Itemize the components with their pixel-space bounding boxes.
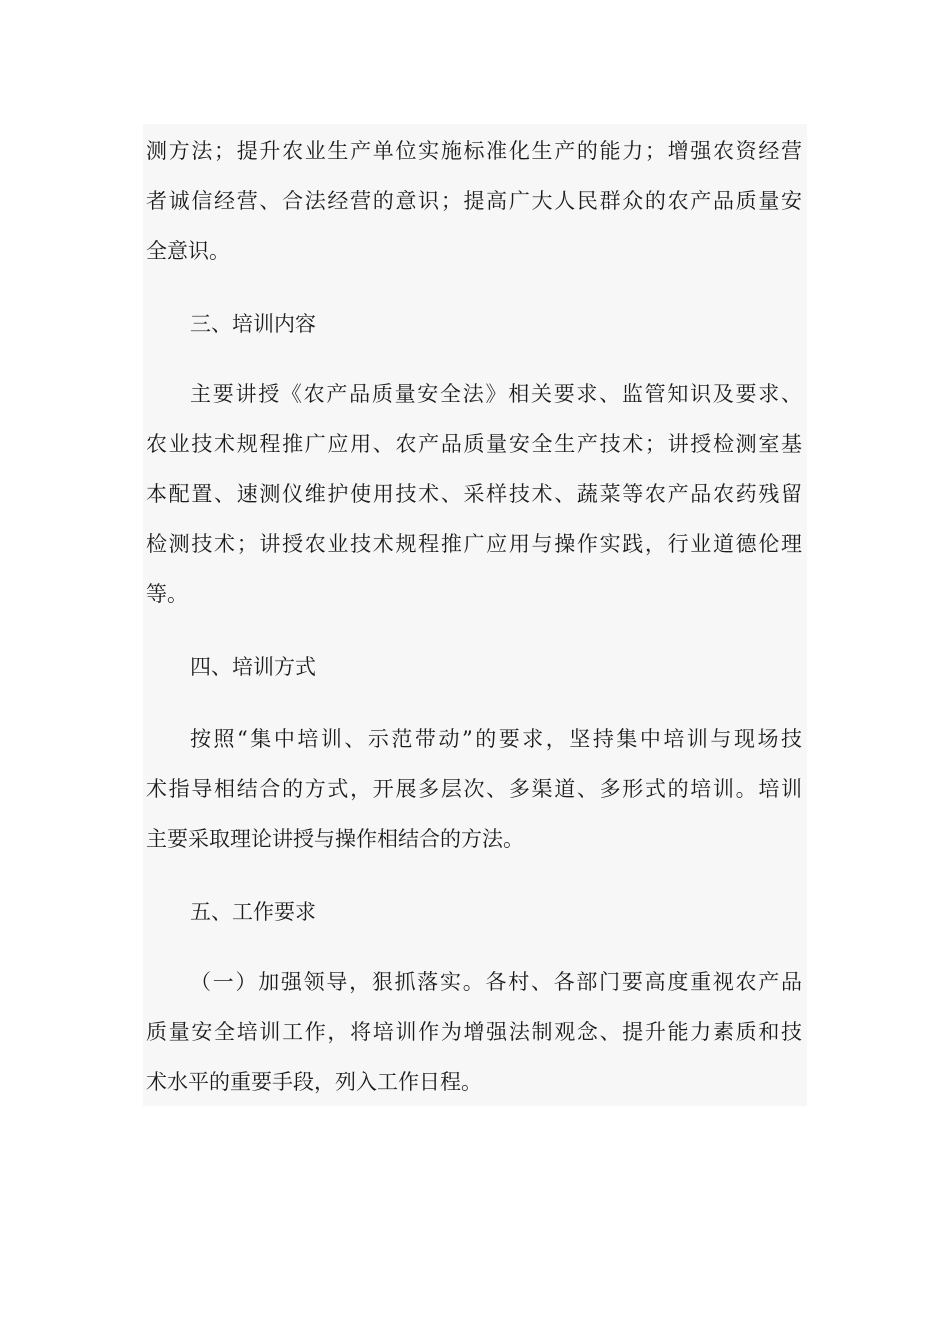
paragraph-line: 术水平的重要手段，列入工作日程。 bbox=[146, 1070, 482, 1094]
paragraph-line: 等。 bbox=[146, 582, 188, 606]
paragraph-line: 主要讲授《农产品质量安全法》相关要求、监管知识及要求、 bbox=[190, 382, 802, 406]
document-text-block bbox=[143, 124, 807, 1106]
paragraph-line: 者诚信经营、合法经营的意识；提高广大人民群众的农产品质量安 bbox=[146, 189, 802, 213]
paragraph-line: 术指导相结合的方式，开展多层次、多渠道、多形式的培训。培训 bbox=[146, 777, 802, 801]
section-heading-work-requirements: 五、工作要求 bbox=[190, 900, 316, 924]
paragraph-line: 检测技术；讲授农业技术规程推广应用与操作实践，行业道德伦理 bbox=[146, 532, 802, 556]
paragraph-line: 质量安全培训工作，将培训作为增强法制观念、提升能力素质和技 bbox=[146, 1020, 802, 1044]
paragraph-line: 主要采取理论讲授与操作相结合的方法。 bbox=[146, 827, 524, 851]
section-heading-training-content: 三、培训内容 bbox=[190, 312, 316, 336]
paragraph-line: 全意识。 bbox=[146, 239, 230, 263]
paragraph-line: （一）加强领导，狠抓落实。各村、各部门要高度重视农产品 bbox=[190, 970, 802, 994]
section-heading-training-method: 四、培训方式 bbox=[190, 655, 316, 679]
paragraph-line: 测方法；提升农业生产单位实施标准化生产的能力；增强农资经营 bbox=[146, 139, 802, 163]
paragraph-line: 按照“集中培训、示范带动”的要求，坚持集中培训与现场技 bbox=[190, 727, 802, 751]
paragraph-line: 农业技术规程推广应用、农产品质量安全生产技术；讲授检测室基 bbox=[146, 432, 802, 456]
paragraph-line: 本配置、速测仪维护使用技术、采样技术、蔬菜等农产品农药残留 bbox=[146, 482, 802, 506]
